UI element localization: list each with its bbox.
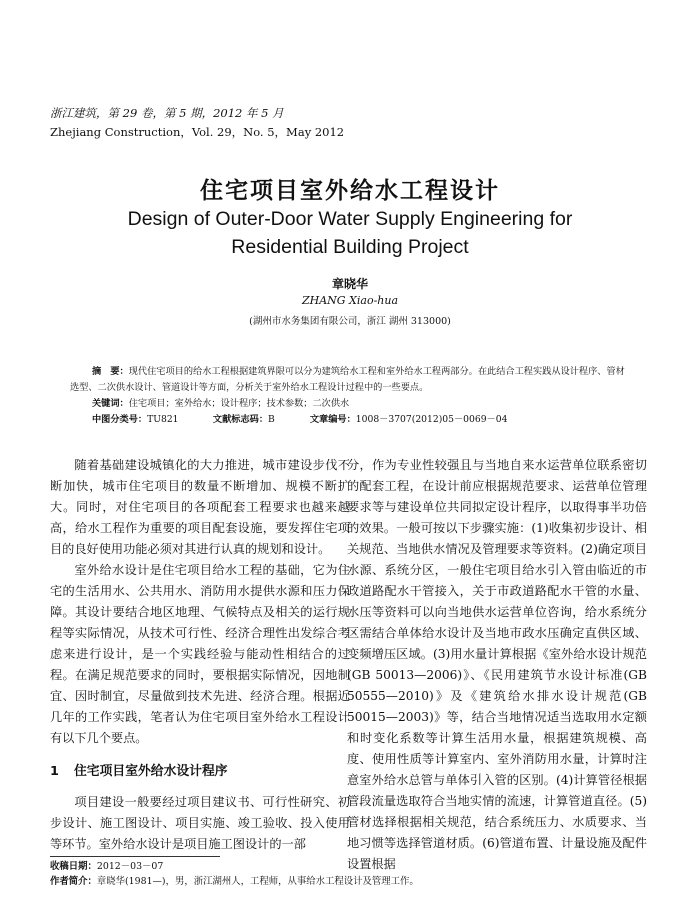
keywords-label: 关键词：: [92, 398, 129, 409]
body-paragraph: 随着基础建设城镇化的大力推进，城市建设步伐不断加快，城市住宅项目的数量不断增加、规模不断扩大。同时，对住宅项目的各项配套工程要求也越来越高，给水工程作为重要的项目配套设施，要发挥住宅项目的良好使用功能必须对其进行认真的规划和设计。: [50, 458, 350, 556]
paper-title-en-line2: Residential Building Project: [231, 236, 469, 258]
author-info-text: 章晓华(1981—)，男，浙江湖州人，工程师，从事给水工程设计及管理工作。: [96, 876, 419, 887]
author-affiliation: (湖州市水务集团有限公司，浙江 湖州 313000): [249, 316, 451, 327]
journal-line-cn: 浙江建筑，第 29 卷，第 5 期，2012 年 5 月: [50, 106, 284, 120]
footnote-author: [50, 875, 419, 889]
keywords-text: 住宅项目；室外给水；设计程序；技术参数；二次供水: [128, 398, 350, 409]
received-label: 收稿日期：: [50, 861, 97, 872]
keywords: [92, 396, 349, 412]
body-paragraph: 室外给水设计是住宅项目给水工程的基础，它为住宅的生活用水、公共用水、消防用水提供水源和压力保障。其设计要结合地区地理、气候特点及相关的运行规程等实际情况，从技术可行性、经济合理性出发综合考虑来进行设计，是一个实践经验与能动性相结合的过程。在满足规范要求的同时，要根据实际情况，因地制宜、因时制宜，尽量做到技术先进、经济合理。根据近几年的工作实践，笔者认为住宅项目室外给水工程设计有以下几个要点。: [50, 563, 350, 745]
section-heading: [50, 761, 350, 782]
classification-line: [92, 412, 507, 428]
doc-code-label: 文献标志码：: [212, 414, 269, 425]
article-no-label: 文章编号：: [309, 414, 356, 425]
body-paragraph: 项目建设一般要经过项目建议书、可行性研究、初步设计、施工图设计、项目实施、竣工验收、投入使用等环节。室外给水设计是项目施工图设计的一部: [50, 795, 350, 851]
section-title: 住宅项目室外给水设计程序: [74, 764, 228, 779]
paper-title-en: [0, 205, 700, 261]
doc-code-value: B: [268, 414, 275, 425]
journal-line-en: Zhejiang Construction，Vol. 29，No. 5，May 2012: [50, 125, 345, 139]
body-column-right: [347, 455, 647, 875]
clc-value: TU821: [147, 414, 179, 425]
section-number: 1: [50, 764, 59, 779]
body-paragraph: 分，作为专业性较强且与当地自来水运营单位联系密切的配套工程，在设计前应根据规范要求、运营单位管理要求等与建设单位共同拟定设计程序，以取得事半功倍的效果。一般可按以下步骤实施：(1)收集初步设计、相关规范、当地供水情况及管理要求等资料。(2)确定项目水源、系统分区，一般住宅项目给水引入管由临近的市政道路配水干管接入，关于市政道路配水干管的水量、水压等资料可以向当地供水运营单位咨询，给水系统分区需结合单体给水设计及当地市政水压确定直供区域、变频增压区域。(3)用水量计算根据《室外给水设计规范(GB 50013—2006)》、《民用建筑节水设计标准(GB 50555—2010)》及《建筑给水排水设计规范(GB 50015—2003)》等，结合当地情况适当选取用水定额和时变化系数等计算生活用水量，根据建筑规模、高度、使用性质等计算室内、室外消防用水量，计算时注意室外给水总管与单体引入管的区别。(4)计算管径根据管段流量选取符合当地实情的流速，计算管道直径。(5)管材选择根据相关规范，结合系统压力、水质要求、当地习惯等选择管道材质。(6)管道布置、计量设施及配件设置根据: [347, 458, 647, 871]
author-name-en: ZHANG Xiao-hua: [301, 294, 399, 307]
author-info-label: 作者简介：: [50, 876, 97, 887]
footnote-received: [50, 860, 163, 874]
abstract: [70, 364, 630, 396]
author-name-cn: 章晓华: [331, 277, 368, 291]
paper-title-en-line1: Design of Outer-Door Water Supply Engineering for: [127, 208, 573, 230]
received-date: 2012－03－07: [96, 861, 164, 872]
abstract-label: 摘 要：: [92, 366, 129, 377]
body-column-left: [50, 455, 350, 855]
journal-header: [50, 104, 344, 142]
footnote-divider: [50, 856, 220, 857]
clc-label: 中图分类号：: [92, 414, 148, 425]
paper-title-cn: 住宅项目室外给水工程设计: [200, 178, 500, 204]
article-no-value: 1008－3707(2012)05－0069－04: [355, 414, 508, 425]
abstract-text: 现代住宅项目的给水工程根据建筑界限可以分为建筑给水工程和室外给水工程两部分。在此结合工程实践从设计程序、管材选型、二次供水设计、管道设计等方面，分析关于室外给水工程设计过程中的一些要点。: [70, 366, 625, 393]
